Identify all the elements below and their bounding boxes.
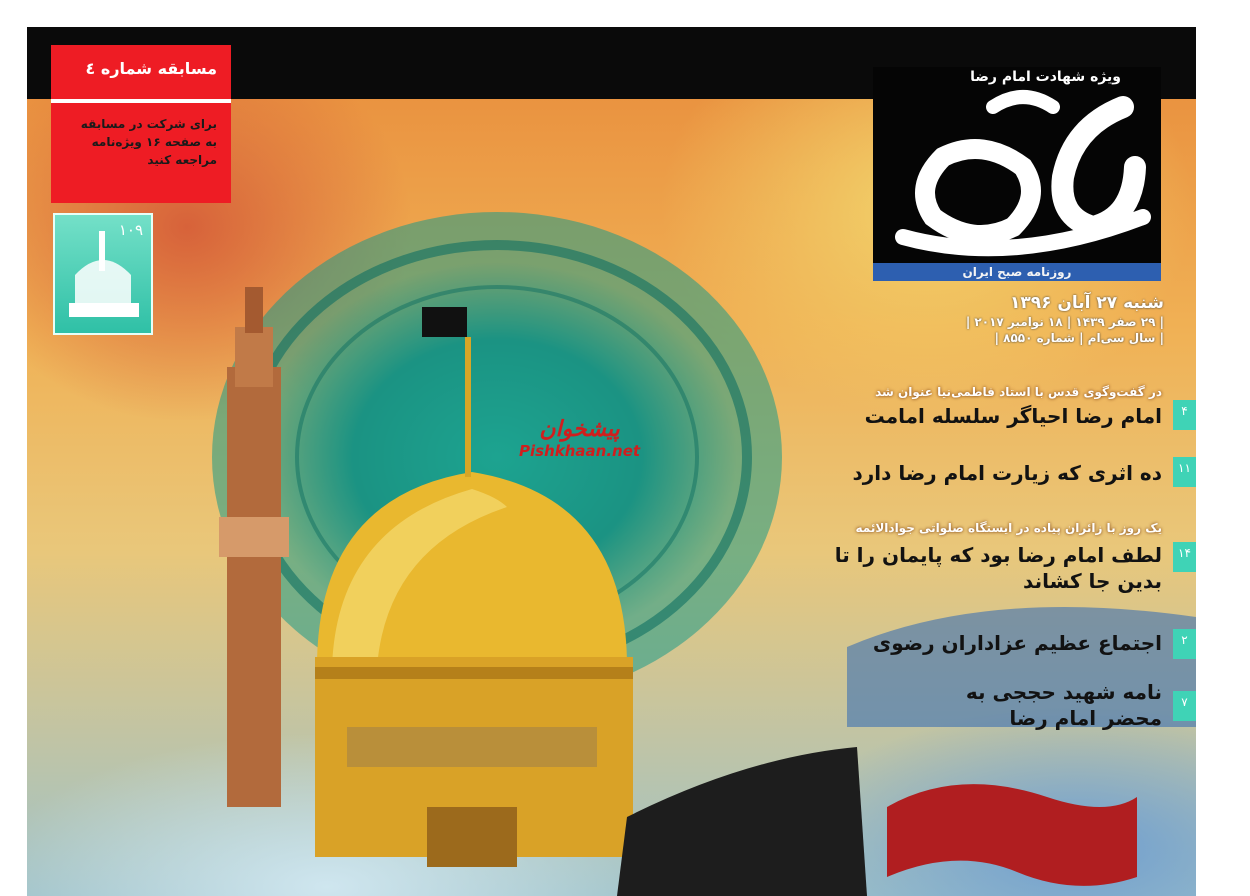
salam-number: ۱۰۹	[118, 221, 143, 239]
contest-text: برای شرکت در مسابقه به صفحه ۱۶ ویژه‌نامه مراجعه کنید	[80, 117, 217, 167]
mosque-icon	[55, 215, 151, 333]
qods-logo-icon	[873, 67, 1161, 263]
contest-divider	[51, 99, 231, 103]
headline-3-title: لطف امام رضا بود که پایمان را تا بدین جا کشاند	[834, 543, 1162, 593]
headline-1-title: امام رضا احیاگر سلسله امامت	[864, 404, 1162, 428]
contest-title: مسابقه شماره ٤	[85, 59, 217, 78]
masthead-subtitle: ویژه شهادت امام رضا	[970, 69, 1121, 85]
headline-3-kicker: یک روز با زائران پیاده در ایستگاه صلواتی جوادالائمه	[855, 521, 1162, 535]
headline-5-title: نامه شهید حججی به محضر امام رضا	[965, 680, 1162, 730]
headline-1-kicker: در گفت‌وگوی قدس با استاد فاطمی‌نیا عنوان شد	[875, 385, 1162, 399]
contest-box	[51, 45, 231, 203]
headline-2-title: ده اثری که زیارت امام رضا دارد	[852, 461, 1162, 485]
newspaper-cover	[27, 27, 1196, 896]
watermark	[519, 417, 640, 460]
date-main: شنبه ۲۷ آبان ۱۳۹۶	[1009, 293, 1164, 313]
date-issue: | سال سی‌ام | شماره ۸۵۵۰ |	[994, 331, 1164, 345]
date-sub: | ۲۹ صفر ۱۴۳۹ | ۱۸ نوامبر ۲۰۱۷ |	[965, 315, 1164, 329]
masthead-logo	[873, 67, 1161, 263]
headline-4-page: ۲	[1173, 629, 1196, 659]
watermark-en: Pishkhaan.net	[519, 442, 641, 460]
headline-1-page: ۴	[1173, 400, 1196, 430]
headline-4-title: اجتماع عظیم عزاداران رضوی	[872, 631, 1162, 655]
headline-2-page: ۱۱	[1173, 457, 1196, 487]
date-block	[966, 293, 1164, 345]
masthead-tagline: روزنامه صبح ایران	[873, 263, 1161, 281]
salam-logo	[53, 213, 153, 335]
headline-3-page: ۱۴	[1173, 542, 1196, 572]
watermark-fa: پیشخوان	[539, 417, 620, 442]
headline-5-page: ۷	[1173, 691, 1196, 721]
